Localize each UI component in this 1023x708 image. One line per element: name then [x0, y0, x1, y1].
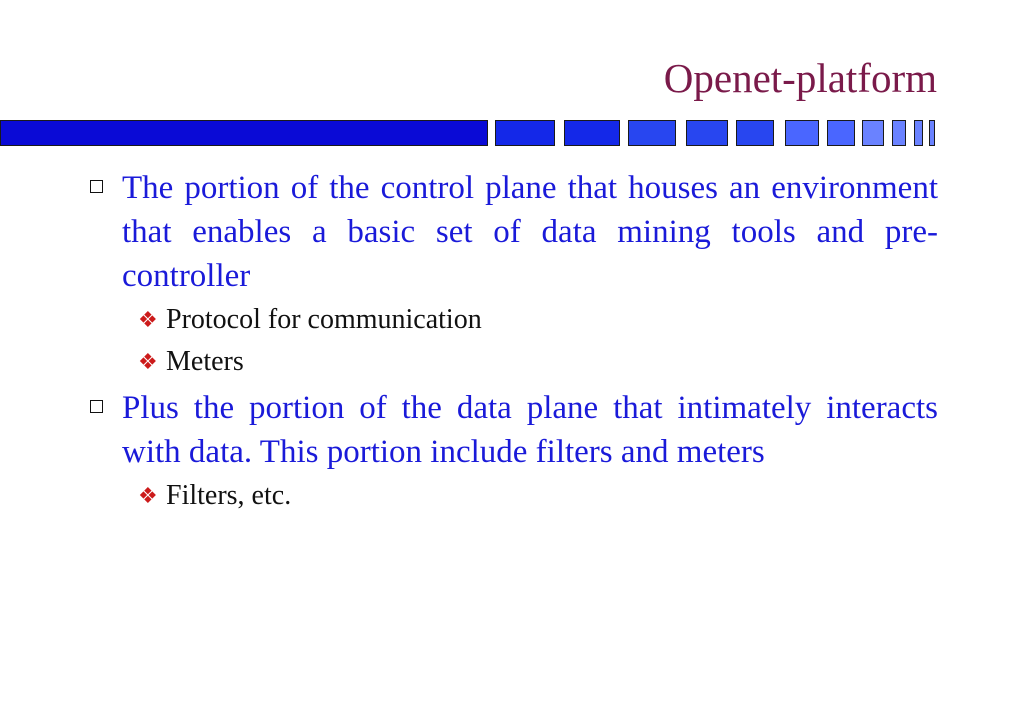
diamond-flower-bullet-icon: ❖	[138, 483, 158, 508]
bar-segment	[564, 120, 620, 146]
bar-segment	[827, 120, 855, 146]
bullet-text: The portion of the control plane that houses an environment that enables a basic set of data mining tools and pre-controller	[122, 170, 938, 294]
diamond-flower-bullet-icon: ❖	[138, 307, 158, 332]
sub-bullet-item	[138, 344, 938, 380]
hollow-square-bullet-icon	[90, 180, 103, 193]
bar-segment	[736, 120, 774, 146]
bullet-item	[86, 386, 938, 474]
sub-bullet-item	[138, 302, 938, 338]
bar-segment	[0, 120, 488, 146]
diamond-flower-bullet-icon: ❖	[138, 349, 158, 374]
bar-segment	[686, 120, 728, 146]
bar-segment	[929, 120, 935, 146]
bar-segment	[495, 120, 555, 146]
sub-bullet-text: Protocol for communication	[166, 304, 482, 335]
sub-bullet-item	[138, 478, 938, 514]
bar-segment	[628, 120, 676, 146]
bullet-text: Plus the portion of the data plane that intimately interacts with data. This portion include filters and meters	[122, 390, 938, 470]
bar-segment	[892, 120, 906, 146]
slide-title: Openet-platform	[663, 55, 937, 101]
bullet-list	[86, 166, 938, 520]
decorative-bar-strip	[0, 120, 940, 148]
bullet-item	[86, 166, 938, 298]
bar-segment	[862, 120, 884, 146]
bar-segment	[914, 120, 923, 146]
sub-bullet-text: Meters	[166, 346, 244, 377]
sub-bullet-text: Filters, etc.	[166, 480, 292, 511]
bar-segment	[785, 120, 819, 146]
hollow-square-bullet-icon	[90, 400, 103, 413]
